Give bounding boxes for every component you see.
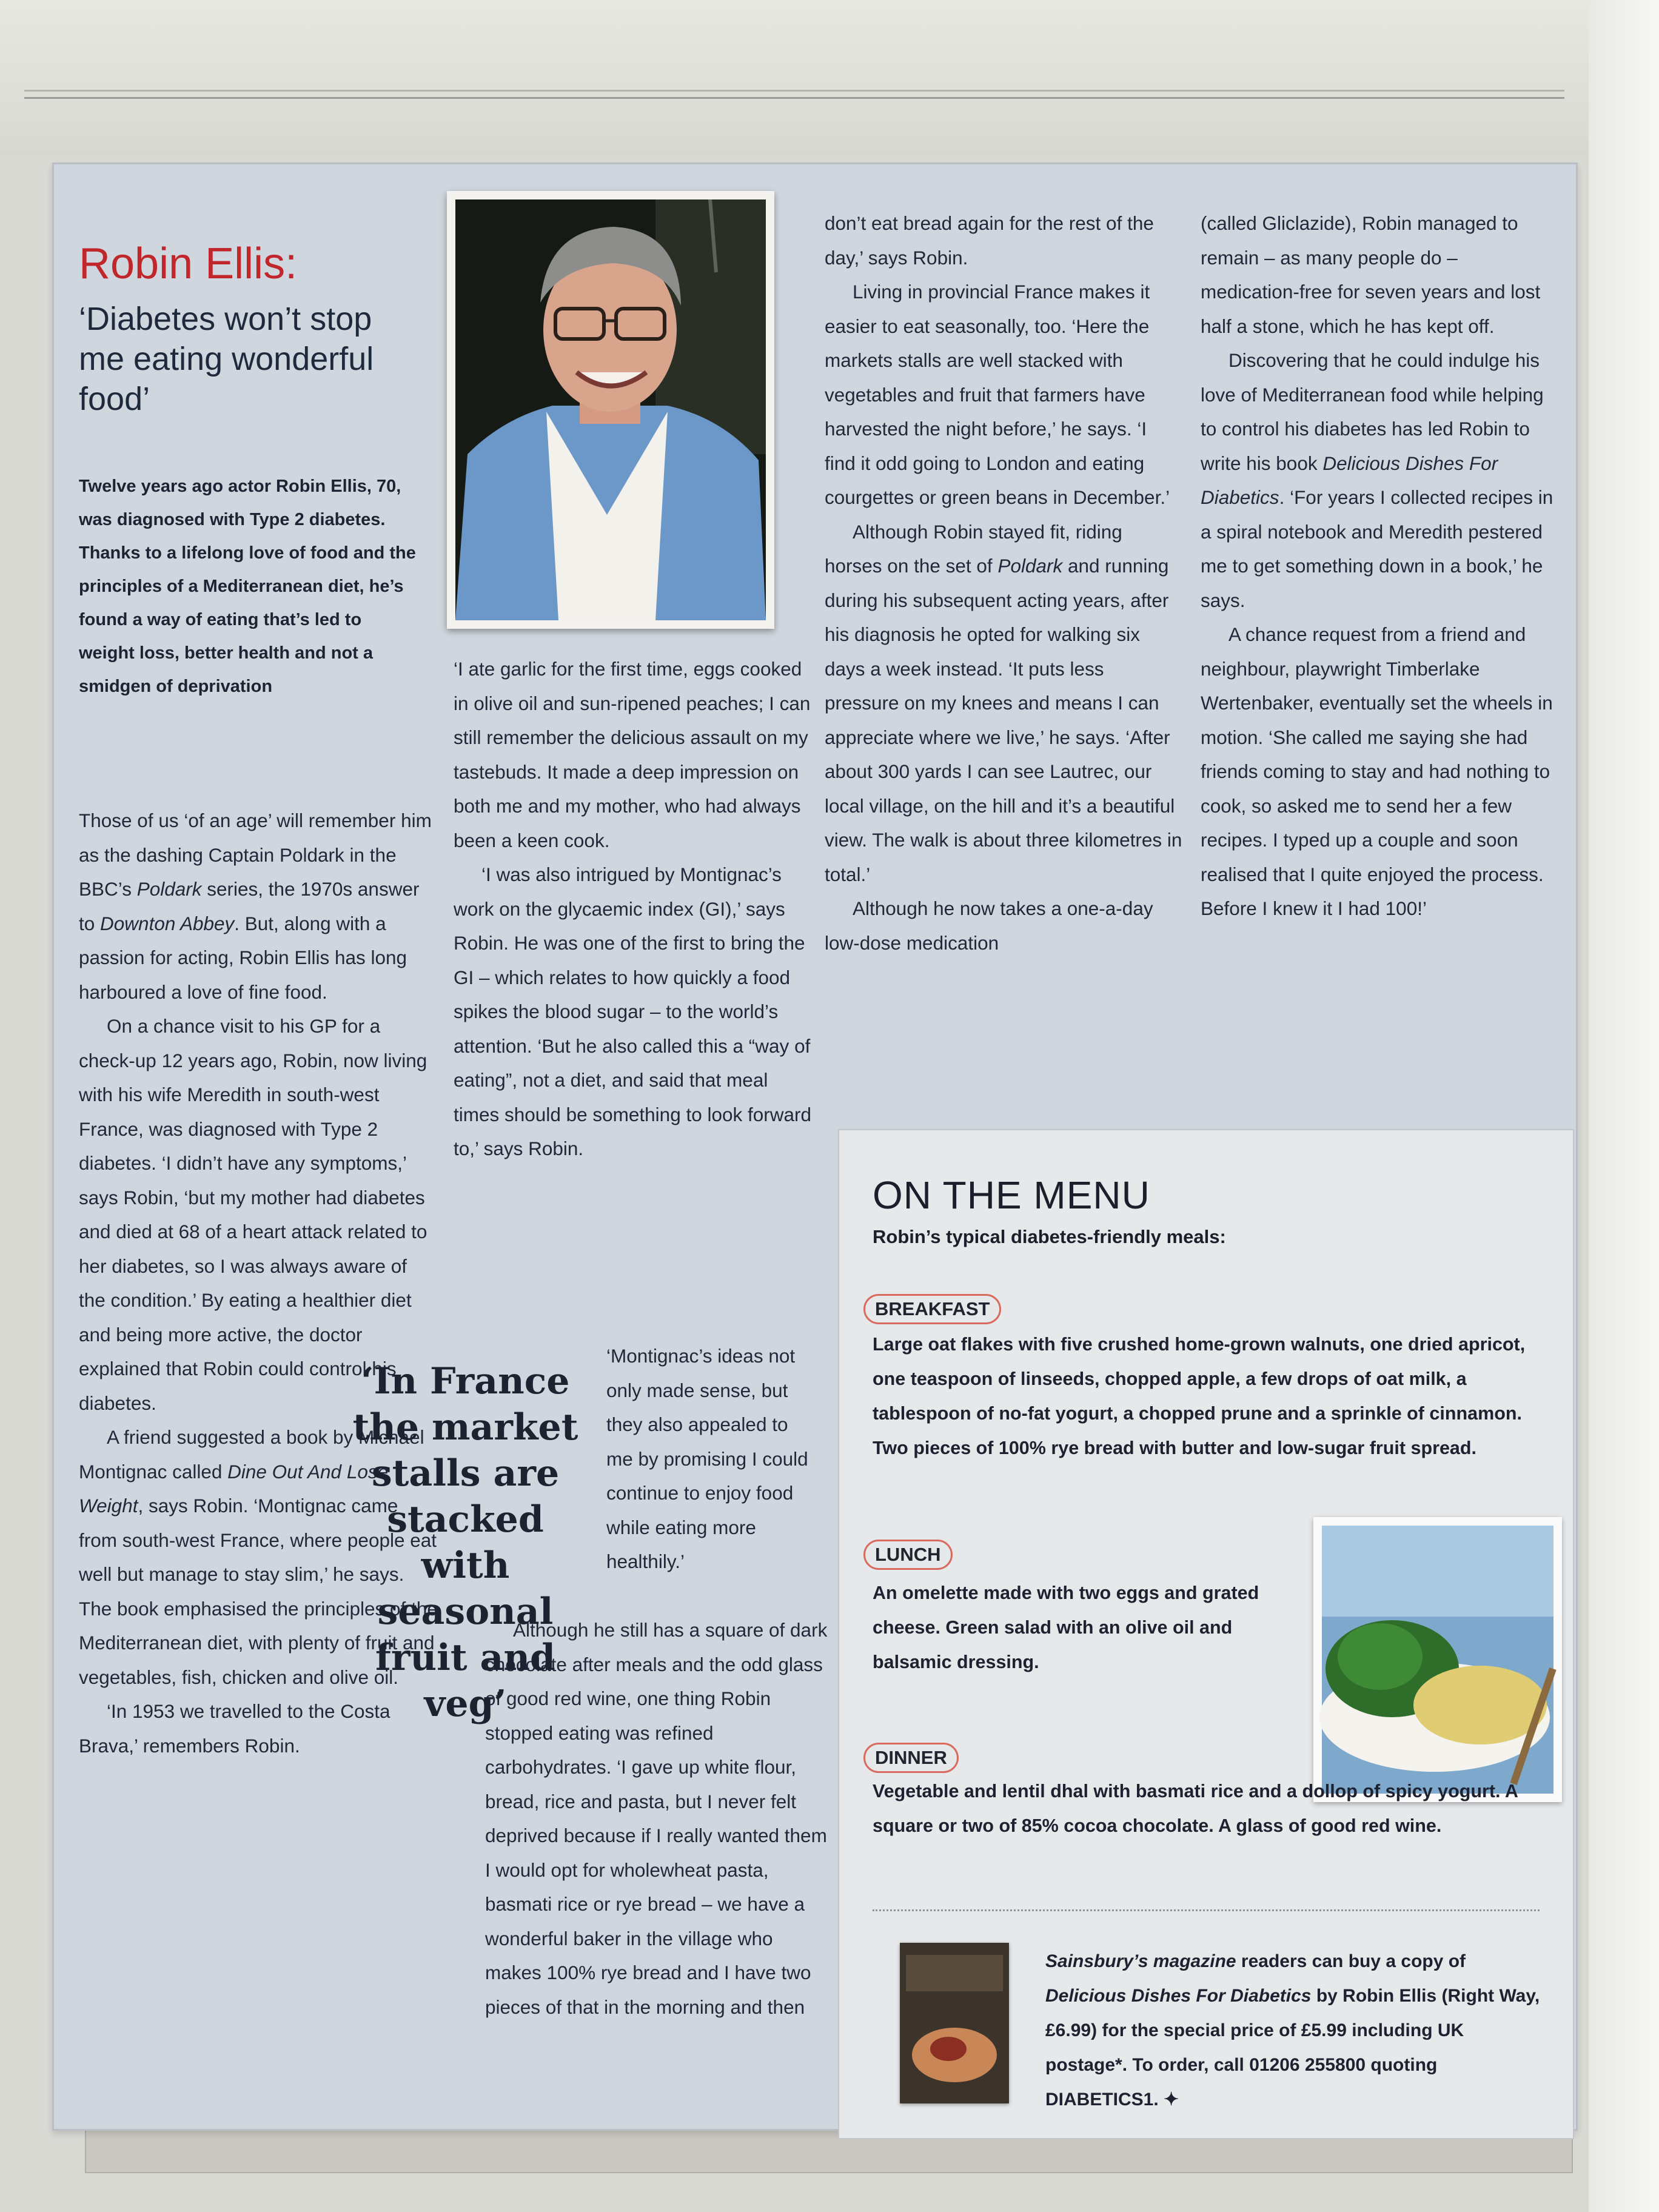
col3-paragraph: Living in provincial France makes it easier to eat seasonally, too. ‘Here the markets stalls are well stacked with vegetables and fruit that farmers have harvested the night before,’ he says. ‘I find it odd going to London and eating courgettes or green beans in December.’ xyxy=(825,281,1170,508)
text-run: ‘In 1953 we travelled to the Costa Brava,’ remembers Robin. xyxy=(79,1700,390,1757)
col4-paragraph xyxy=(1201,343,1558,617)
col2-paragraph: ‘Montignac’s ideas not only made sense, but they also appealed to me by promising I could continue to enjoy food while eating more healthily.’ xyxy=(606,1345,808,1572)
text-run: . ‘For years I collected recipes in a spiral notebook and Meredith pestered me to get something down in a book,’ he says. xyxy=(1201,486,1553,611)
text-run: , says Robin. ‘Montignac came from south-west France, where people eat well but manage to stay slim,’ he says. The book emphasised the principles of the Mediterranean diet, with plenty of fruit and vegetables, fish, chicken and olive oil. xyxy=(79,1495,438,1688)
page-top-margin xyxy=(0,0,1659,158)
column-3 xyxy=(825,206,1182,960)
text-run: Delicious Dishes For Diabetics xyxy=(1045,1986,1312,2006)
lunch-label: LUNCH xyxy=(863,1540,953,1570)
menu-subtitle: Robin’s typical diabetes-friendly meals: xyxy=(873,1226,1226,1247)
column-4 xyxy=(1201,206,1558,926)
text-run: Although Robin stayed fit, riding horses on the set of xyxy=(825,520,1122,577)
text-run: Poldark xyxy=(136,878,202,900)
col2-paragraph: Although he still has a square of dark chocolate after meals and the odd glass of good red wine, one thing Robin stopped eating was refined carbohydrates. ‘I gave up white flour, bread, rice and pasta, but I never felt deprived because if I really wanted them I would opt for wholewheat pasta, basmati rice or rye bread – we have a wonderful baker in the village who makes 100% rye bread and I have two pieces of that in the morning and then xyxy=(485,1619,828,2018)
col3-paragraph xyxy=(825,515,1182,892)
col3-paragraph: Although he now takes a one-a-day low-dose medication xyxy=(825,897,1153,954)
column-2-narrow xyxy=(606,1339,817,1579)
text-run: readers can buy a copy of xyxy=(1236,1951,1466,1971)
col3-paragraph: don’t eat bread again for the rest of the day,’ says Robin. xyxy=(825,212,1154,269)
column-2 xyxy=(454,652,817,1166)
text-run: Delicious Dishes For Diabetics xyxy=(1201,452,1498,508)
article-headline: ‘Diabetes won’t stop me eating wonderful food’ xyxy=(79,301,374,417)
text-run: Those of us ‘of an age’ will remember him as the dashing Captain Poldark in the BBC’s xyxy=(79,809,432,900)
text-run: On a chance visit to his GP for a check-up 12 years ago, Robin, now living with his wife Meredith in south-west France, was diagnosed with Type 2 diabetes. ‘I didn’t have any symptoms,’ says Robin, ‘but my mother had diabetes and died at 68 of a heart attack related to her diabetes, so I was always aware of the condition.’ By eating a healthier diet and being more active, the doctor explained that Robin could control his diabetes. xyxy=(79,1015,427,1414)
robin-ellis-photo xyxy=(447,191,774,629)
lunch-text: An omelette made with two eggs and grated cheese. Green salad with an olive oil and balsamic dressing. xyxy=(873,1583,1259,1672)
book-cover-image xyxy=(900,1943,1009,2103)
dinner-label: DINNER xyxy=(863,1743,959,1773)
breakfast-text: Large oat flakes with five crushed home-grown walnuts, one dried apricot, one teaspoon of linseeds, chopped apple, a few drops of oat milk, a tablespoon of no-fat yogurt, a chopped prune and a sprinkle of cinnamon. Two pieces of 100% rye bread with butter and low-sugar fruit spread. xyxy=(873,1334,1526,1458)
article-name: Robin Ellis: xyxy=(79,240,298,288)
text-run: Poldark xyxy=(997,555,1063,577)
text-run: by Robin Ellis (Right Way, £6.99) for the special price of £5.99 including UK postage*. To order, call 01206 255800 quoting DIABETICS1. ✦ xyxy=(1045,1986,1540,2110)
top-rule-2 xyxy=(24,90,1564,92)
dinner-text: Vegetable and lentil dhal with basmati rice and a dollop of spicy yogurt. A square or two of 85% cocoa chocolate. A glass of good red wine. xyxy=(873,1781,1518,1836)
standfirst: Twelve years ago actor Robin Ellis, 70, was diagnosed with Type 2 diabetes. Thanks to a lifelong love of food and the principles of a Mediterranean diet, he’s found a way of eating that’s led to weight loss, better health and not a smidgen of deprivation xyxy=(79,477,416,696)
menu-divider xyxy=(873,1909,1540,1912)
food-photo xyxy=(1313,1517,1562,1802)
headline-block xyxy=(79,240,418,419)
col2-paragraph: ‘I was also intrigued by Montignac’s work on the glycaemic index (GI),’ says Robin. He was one of the first to bring the GI – which relates to how quickly a food spikes the blood sugar – to the world’s attention. ‘But he also called this a “way of eating”, not a diet, and said that meal times should be something to look forward to,’ says Robin. xyxy=(454,863,812,1159)
book-offer xyxy=(1045,1944,1549,2117)
text-run: Dine Out And Lose Weight xyxy=(79,1460,389,1517)
text-run: and running during his subsequent acting years, after his diagnosis he opted for walking six days a week instead. ‘It puts less pressure on my knees and means I can appreciate where we live,’ he says. ‘After about 300 yards I can see Lautrec, our local village, on the hill and it’s a beautiful view. The walk is about three kilometres in total.’ xyxy=(825,555,1182,885)
col4-paragraph: (called Gliclazide), Robin managed to remain – as many people do – medication-free for seven years and lost half a stone, which he has kept off. xyxy=(1201,212,1541,337)
on-the-menu-box xyxy=(838,1129,1574,2139)
pull-quote: ‘In France the market stalls are stacked with seasonal fruit and veg’ xyxy=(352,1360,578,1725)
col2-paragraph: ‘I ate garlic for the first time, eggs cooked in olive oil and sun-ripened peaches; I can still remember the delicious assault on my tastebuds. It made a deep impression on both me and my mother, who had always been a keen cook. xyxy=(454,658,811,851)
text-run: Downton Abbey xyxy=(100,912,235,934)
food-image xyxy=(1313,1517,1562,1802)
text-run: Sainsbury’s magazine xyxy=(1045,1951,1236,1971)
text-run: . But, along with a passion for acting, Robin Ellis has long harboured a love of fine food. xyxy=(79,912,407,1003)
book-cover xyxy=(900,1943,1009,2103)
menu-title: ON THE MENU xyxy=(873,1173,1150,1217)
col4-paragraph: A chance request from a friend and neighbour, playwright Timberlake Wertenbaker, eventually set the wheels in motion. ‘She called me saying she had friends coming to stay and had nothing to cook, so asked me to send her a few recipes. I typed up a couple and soon realised that I quite enjoyed the process. Before I knew it I had 100!’ xyxy=(1201,623,1553,919)
text-run: A friend suggested a book by Michael Montignac called xyxy=(79,1426,424,1483)
text-run: Discovering that he could indulge his love of Mediterranean food while helping to control his diabetes has led Robin to write his book xyxy=(1201,349,1544,474)
portrait-image xyxy=(455,199,766,620)
text-run: series, the 1970s answer to xyxy=(79,878,420,934)
top-rule xyxy=(24,97,1564,99)
breakfast-label: BREAKFAST xyxy=(863,1294,1001,1324)
page-right-edge xyxy=(1589,0,1659,2212)
col1-paragraph xyxy=(79,803,438,1009)
